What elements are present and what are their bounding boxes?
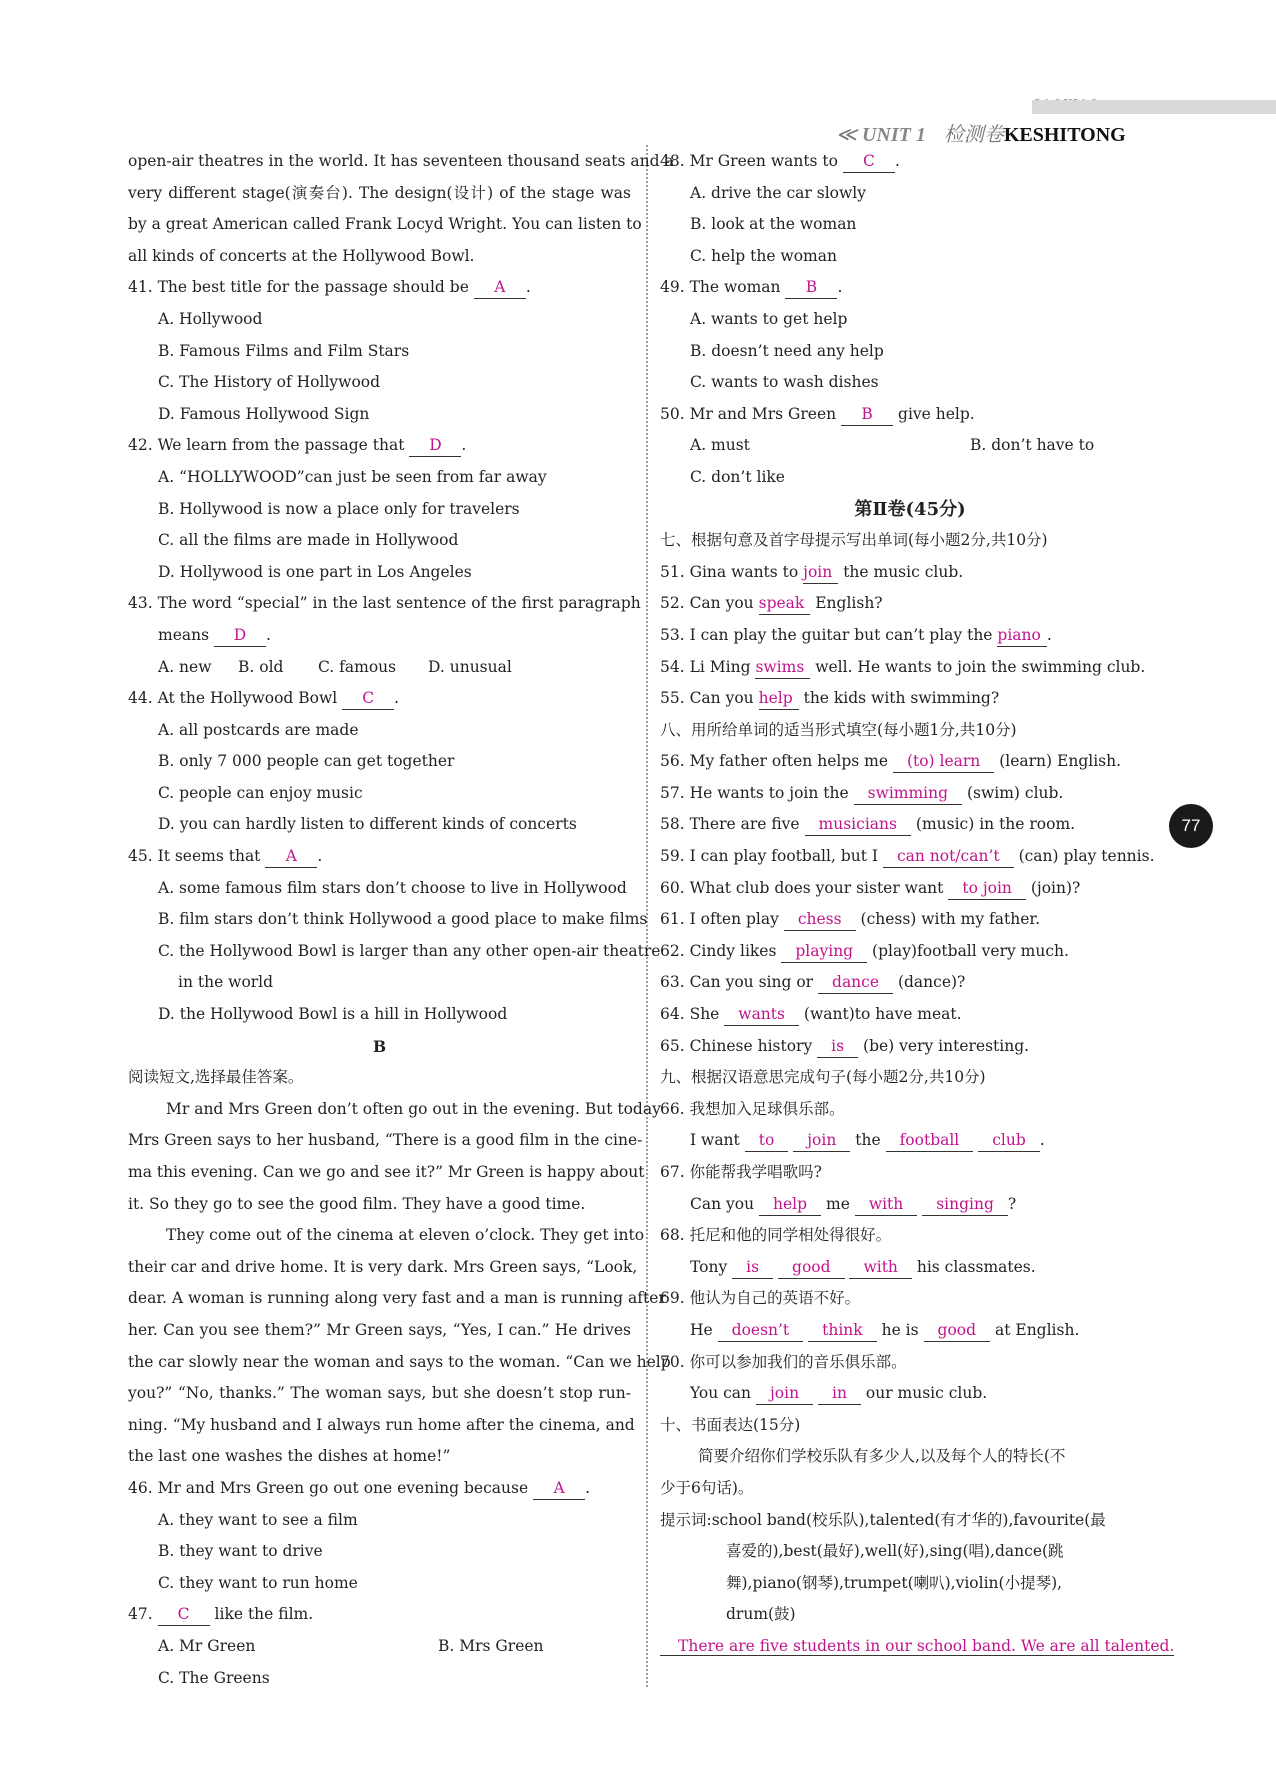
answer: C bbox=[843, 150, 895, 173]
question-48: 48. Mr Green wants to C . bbox=[660, 146, 1160, 178]
option: A. they want to see a film bbox=[158, 1510, 358, 1529]
answer: dance bbox=[818, 971, 893, 994]
chevron-icon: ≪ bbox=[836, 124, 862, 146]
section-heading: 七、根据句意及首字母提示写出单词(每小题2分,共10分) bbox=[660, 531, 1048, 550]
answer: A bbox=[474, 276, 526, 299]
answer: football bbox=[886, 1129, 974, 1152]
option: C. famous bbox=[318, 657, 397, 676]
question-66: I want to join the football club . bbox=[660, 1125, 1160, 1157]
answer: D bbox=[409, 434, 461, 457]
question-43: 43. The word “special” in the last sentence of the first paragraph bbox=[128, 594, 641, 613]
option: C. don’t like bbox=[690, 467, 785, 486]
option: C. The History of Hollywood bbox=[158, 373, 381, 392]
question-41: 41. The best title for the passage should be A . bbox=[128, 272, 631, 304]
instruction: 阅读短文,选择最佳答案。 bbox=[128, 1068, 304, 1087]
writing-hints: 喜爱的),best(最好),well(好),sing(唱),dance(跳 bbox=[726, 1542, 1064, 1561]
part-2-title: 第Ⅱ卷(45分) bbox=[854, 498, 966, 520]
passage-line: by a great American called Frank Locyd Wright. You can listen to bbox=[128, 215, 642, 234]
answer: wants bbox=[724, 1003, 799, 1026]
question-69-cn: 69. 他认为自己的英语不好。 bbox=[660, 1289, 861, 1308]
answer: chess bbox=[784, 908, 856, 931]
answer: doesn’t bbox=[718, 1319, 804, 1342]
left-column bbox=[128, 146, 674, 1694]
options-row bbox=[128, 1631, 631, 1663]
answer: D bbox=[214, 624, 266, 647]
answer: C bbox=[342, 687, 394, 710]
question-65: 65. Chinese history is (be) very interesting. bbox=[660, 1031, 1160, 1063]
passage-line: it. So they go to see the good film. They have a good time. bbox=[128, 1194, 586, 1213]
option: A. “HOLLYWOOD”can just be seen from far away bbox=[158, 467, 547, 486]
option: D. unusual bbox=[428, 657, 512, 676]
option: A. Mr Green bbox=[158, 1636, 256, 1655]
question-62: 62. Cindy likes playing (play)football very much. bbox=[660, 936, 1160, 968]
option: D. you can hardly listen to different kinds of concerts bbox=[158, 815, 577, 834]
question-49: 49. The woman B . bbox=[660, 272, 1160, 304]
question-68-cn: 68. 托尼和他的同学相处得很好。 bbox=[660, 1226, 892, 1245]
option: B. Famous Films and Film Stars bbox=[158, 341, 410, 360]
answer: good bbox=[778, 1256, 845, 1279]
answer: musicians bbox=[805, 813, 911, 836]
right-column bbox=[660, 146, 1175, 1663]
writing-prompt: 简要介绍你们学校乐队有多少人,以及每个人的特长(不 bbox=[698, 1447, 1066, 1466]
header-title-cn: 检测卷 bbox=[943, 124, 1004, 146]
option: B. look at the woman bbox=[690, 215, 857, 234]
question-51: 51. Gina wants to join the music club. bbox=[660, 557, 1160, 589]
option: C. help the woman bbox=[690, 246, 837, 265]
question-67-cn: 67. 你能帮我学唱歌吗? bbox=[660, 1163, 822, 1181]
answer: join bbox=[803, 561, 838, 584]
options-row bbox=[660, 430, 1160, 462]
option: A. wants to get help bbox=[690, 309, 848, 328]
option: C. they want to run home bbox=[158, 1573, 358, 1592]
question-56: 56. My father often helps me (to) learn (learn) English. bbox=[660, 746, 1160, 778]
answer: help bbox=[759, 687, 799, 710]
passage-line: all kinds of concerts at the Hollywood Bowl. bbox=[128, 246, 475, 265]
answer: (to) learn bbox=[893, 750, 994, 773]
question-53: 53. I can play the guitar but can’t play the piano . bbox=[660, 620, 1160, 652]
question-42: 42. We learn from the passage that D . bbox=[128, 430, 631, 462]
option: C. The Greens bbox=[158, 1668, 270, 1687]
question-45: 45. It seems that A . bbox=[128, 841, 631, 873]
option: B. only 7 000 people can get together bbox=[158, 752, 455, 771]
sample-answer: There are five students in our school band. We are all talented. bbox=[660, 1631, 1160, 1663]
answer: is bbox=[732, 1256, 773, 1279]
option: D. the Hollywood Bowl is a hill in Hollywood bbox=[158, 1005, 508, 1024]
question-67: Can you help me with singing ? bbox=[660, 1189, 1160, 1221]
question-57: 57. He wants to join the swimming (swim) club. bbox=[660, 778, 1160, 810]
option: A. new bbox=[158, 657, 212, 676]
option: C. wants to wash dishes bbox=[690, 373, 879, 392]
option: A. must bbox=[690, 436, 750, 455]
option: C. people can enjoy music bbox=[158, 783, 363, 802]
question-69: He doesn’t think he is good at English. bbox=[660, 1315, 1160, 1347]
header-bar bbox=[1032, 100, 1276, 114]
answer: A bbox=[533, 1477, 585, 1500]
question-55: 55. Can you help the kids with swimming? bbox=[660, 683, 1160, 715]
option: D. Famous Hollywood Sign bbox=[158, 404, 370, 423]
passage-line: their car and drive home. It is very dark. Mrs Green says, “Look, bbox=[128, 1257, 638, 1276]
answer: with bbox=[849, 1256, 911, 1279]
answer: can not/can’t bbox=[883, 845, 1014, 868]
answer: singing bbox=[922, 1193, 1008, 1216]
passage-line: ma this evening. Can we go and see it?” Mr Green is happy about bbox=[128, 1163, 645, 1181]
answer: B bbox=[785, 276, 837, 299]
question-50: 50. Mr and Mrs Green B give help. bbox=[660, 399, 1160, 431]
section-heading: 八、用所给单词的适当形式填空(每小题1分,共10分) bbox=[660, 720, 1017, 739]
question-60: 60. What club does your sister want to join (join)? bbox=[660, 873, 1160, 905]
passage-line: her. Can you see them?” Mr Green says, “Yes, I can.” He drives bbox=[128, 1320, 631, 1339]
answer: join bbox=[756, 1382, 813, 1405]
question-63: 63. Can you sing or dance (dance)? bbox=[660, 967, 1160, 999]
answer: piano bbox=[997, 624, 1046, 647]
question-66-cn: 66. 我想加入足球俱乐部。 bbox=[660, 1099, 845, 1118]
answer: speak bbox=[759, 592, 811, 615]
option: B. film stars don’t think Hollywood a good place to make films bbox=[158, 910, 648, 929]
option: B. don’t have to bbox=[970, 436, 1095, 455]
passage-line: ning. “My husband and I always run home after the cinema, and bbox=[128, 1415, 635, 1434]
question-43-cont: means D . bbox=[128, 620, 631, 652]
option: B. doesn’t need any help bbox=[690, 341, 884, 360]
passage-line: Mrs Green says to her husband, “There is a good film in the cine- bbox=[128, 1131, 643, 1150]
answer: help bbox=[759, 1193, 821, 1216]
question-68: Tony is good with his classmates. bbox=[660, 1252, 1160, 1284]
answer: good bbox=[924, 1319, 991, 1342]
question-46: 46. Mr and Mrs Green go out one evening because A . bbox=[128, 1473, 631, 1505]
question-70-cn: 70. 你可以参加我们的音乐俱乐部。 bbox=[660, 1352, 907, 1371]
question-52: 52. Can you speak English? bbox=[660, 588, 1160, 620]
answer: in bbox=[818, 1382, 861, 1405]
answer: with bbox=[855, 1193, 917, 1216]
answer: B bbox=[841, 403, 893, 426]
question-61: 61. I often play chess (chess) with my father. bbox=[660, 904, 1160, 936]
question-44: 44. At the Hollywood Bowl C . bbox=[128, 683, 631, 715]
option: B. they want to drive bbox=[158, 1542, 323, 1561]
option: B. Mrs Green bbox=[438, 1636, 544, 1655]
section-heading: 十、书面表达(15分) bbox=[660, 1415, 801, 1434]
question-54: 54. Li Ming swims well. He wants to join the swimming club. bbox=[660, 652, 1160, 684]
answer: think bbox=[808, 1319, 877, 1342]
option: C. all the films are made in Hollywood bbox=[158, 531, 459, 550]
answer: is bbox=[817, 1035, 858, 1058]
section-heading: 九、根据汉语意思完成句子(每小题2分,共10分) bbox=[660, 1068, 986, 1087]
page-number: 77 bbox=[1169, 804, 1213, 848]
option: C. the Hollywood Bowl is larger than any other open-air theatre bbox=[158, 941, 661, 960]
writing-hints: 舞),piano(钢琴),trumpet(喇叭),violin(小提琴), bbox=[726, 1573, 1063, 1592]
question-59: 59. I can play football, but I can not/can’t (can) play tennis. bbox=[660, 841, 1160, 873]
writing-hints: 提示词:school band(校乐队),talented(有才华的),favourite(最 bbox=[660, 1510, 1106, 1529]
option-cont: in the world bbox=[178, 973, 274, 992]
header-title-en: KESHITONG bbox=[1003, 124, 1126, 146]
option: B. old bbox=[238, 657, 284, 676]
question-64: 64. She wants (want)to have meat. bbox=[660, 999, 1160, 1031]
answer: swimming bbox=[854, 782, 962, 805]
answer: join bbox=[793, 1129, 850, 1152]
option: A. Hollywood bbox=[158, 309, 263, 328]
options-row bbox=[128, 652, 631, 684]
passage-line: the last one washes the dishes at home!” bbox=[128, 1447, 451, 1466]
answer: to bbox=[745, 1129, 789, 1152]
option: B. Hollywood is now a place only for travelers bbox=[158, 499, 520, 518]
passage-line: Mr and Mrs Green don’t often go out in the evening. But today bbox=[166, 1099, 661, 1118]
passage-line: They come out of the cinema at eleven o’clock. They get into bbox=[166, 1226, 645, 1245]
passage-line: dear. A woman is running along very fast and a man is running after bbox=[128, 1289, 666, 1308]
question-47: 47. C like the film. bbox=[128, 1599, 631, 1631]
unit-label: UNIT 1 bbox=[861, 124, 926, 146]
option: A. some famous film stars don’t choose to live in Hollywood bbox=[158, 878, 627, 897]
question-58: 58. There are five musicians (music) in the room. bbox=[660, 809, 1160, 841]
answer: club bbox=[978, 1129, 1040, 1152]
answer: A bbox=[265, 845, 317, 868]
question-70: You can join in our music club. bbox=[660, 1378, 1160, 1410]
option: D. Hollywood is one part in Los Angeles bbox=[158, 562, 472, 581]
passage-line: the car slowly near the woman and says to the woman. “Can we help bbox=[128, 1352, 671, 1371]
answer: C bbox=[158, 1603, 210, 1626]
answer: swims bbox=[755, 656, 810, 679]
section-b-heading: B bbox=[372, 1036, 387, 1056]
header-title bbox=[836, 118, 1126, 147]
passage-line: very different stage(演奏台). The design(设计) of the stage was bbox=[128, 183, 631, 202]
answer: to join bbox=[948, 877, 1026, 900]
passage-line: you?” “No, thanks.” The woman says, but she doesn’t stop run- bbox=[128, 1384, 631, 1403]
writing-hints: drum(鼓) bbox=[726, 1605, 796, 1624]
option: A. drive the car slowly bbox=[690, 183, 866, 202]
option: A. all postcards are made bbox=[158, 720, 359, 739]
answer: playing bbox=[781, 940, 867, 963]
passage-line: open-air theatres in the world. It has seventeen thousand seats and a bbox=[128, 152, 674, 170]
writing-prompt: 少于6句话)。 bbox=[660, 1478, 754, 1497]
